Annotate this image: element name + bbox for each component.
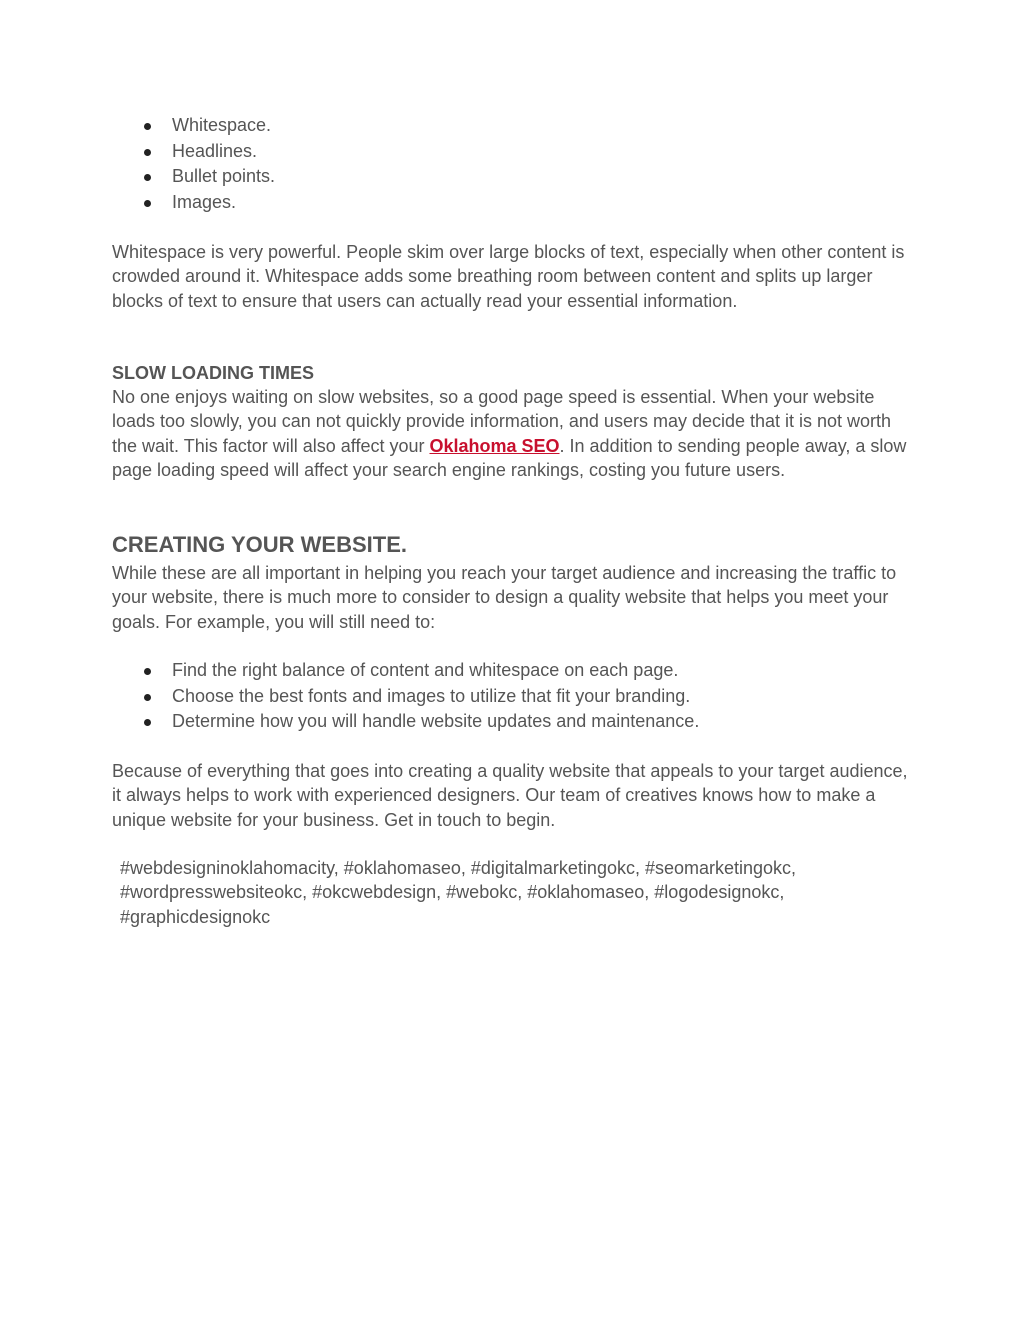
list-item: Find the right balance of content and whitespace on each page. bbox=[112, 658, 699, 684]
feature-bullet-list bbox=[112, 113, 275, 215]
hashtags: #webdesigninoklahomacity, #oklahomaseo, #digitalmarketingokc, #seomarketingokc, #wordpresswebsiteokc, #okcwebdesign, #webokc, #oklahomaseo, #logodesignokc, #graphicdesignokc bbox=[120, 858, 797, 927]
bullet-icon bbox=[144, 668, 151, 675]
bullet-icon bbox=[144, 123, 151, 130]
creating-website-paragraph: While these are all important in helping you reach your target audience and increasing the traffic to your website, there is much more to consider to design a quality website that helps you meet your goals. For example, you will still need to: bbox=[112, 563, 897, 632]
bullet-icon bbox=[144, 719, 151, 726]
bullet-icon bbox=[144, 694, 151, 701]
bullet-icon bbox=[144, 174, 151, 181]
list-item: Choose the best fonts and images to utilize that fit your branding. bbox=[112, 684, 699, 710]
oklahoma-seo-link[interactable]: Oklahoma SEO bbox=[429, 435, 560, 456]
bullet-icon bbox=[144, 200, 151, 207]
list-item: Images. bbox=[112, 190, 275, 216]
creating-website-heading: CREATING YOUR WEBSITE. bbox=[112, 532, 407, 557]
list-item: Determine how you will handle website updates and maintenance. bbox=[112, 709, 699, 735]
whitespace-paragraph: Whitespace is very powerful. People skim over large blocks of text, especially when other content is crowded around it. Whitespace adds some breathing room between content and splits up larger blocks of text to ensure that users can actually read your essential information. bbox=[112, 242, 905, 311]
list-item: Whitespace. bbox=[112, 113, 275, 139]
slow-loading-heading: SLOW LOADING TIMES bbox=[112, 363, 314, 383]
slow-loading-paragraph: No one enjoys waiting on slow websites, so a good page speed is essential. When your website loads too slowly, you can not quickly provide information, and users may decide that it is not worth the wait. This factor will also affect your Oklahoma SEO. In addition to sending people away, a slow page loading speed will affect your search engine rankings, costing you future users. bbox=[112, 387, 907, 481]
closing-paragraph: Because of everything that goes into creating a quality website that appeals to your target audience, it always helps to work with experienced designers. Our team of creatives knows how to make a unique website for your business. Get in touch to begin. bbox=[112, 761, 908, 830]
todo-bullet-list bbox=[112, 658, 699, 735]
bullet-icon bbox=[144, 149, 151, 156]
list-item: Headlines. bbox=[112, 139, 275, 165]
list-item: Bullet points. bbox=[112, 164, 275, 190]
